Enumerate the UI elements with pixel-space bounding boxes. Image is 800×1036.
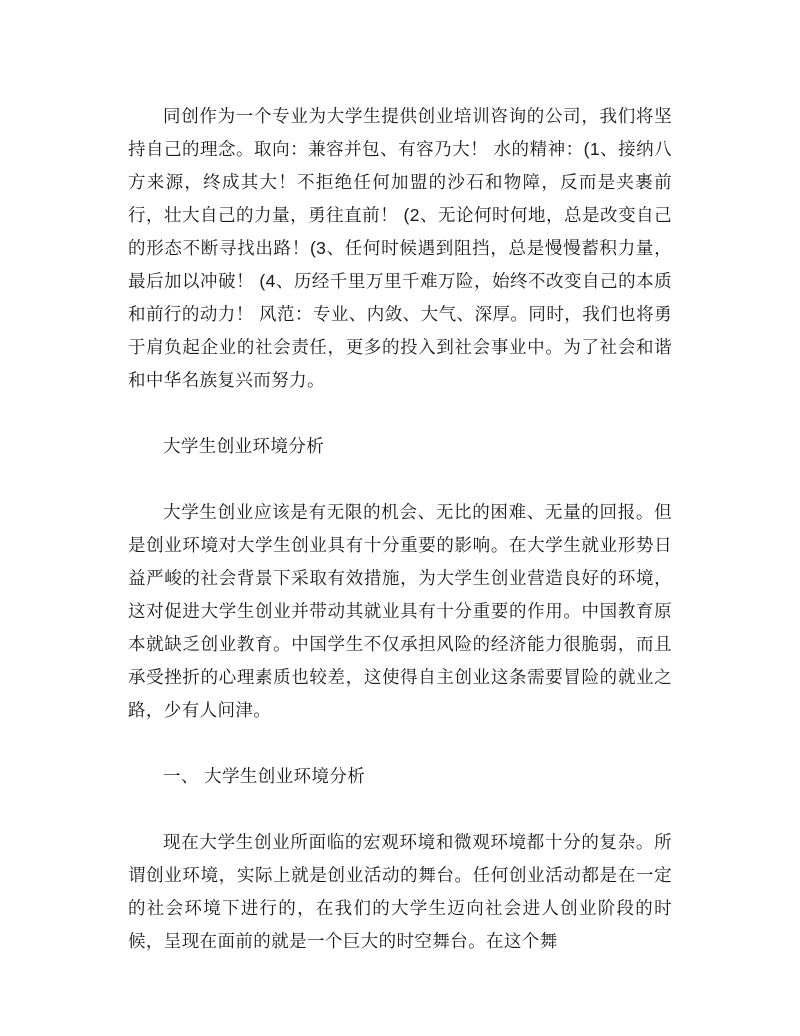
heading-environment-analysis: 大学生创业环境分析 (163, 436, 325, 456)
paragraph-macro-micro: 现在大学生创业所面临的宏观环境和微观环境都十分的复杂。所谓创业环境，实际上就是创业活动的舞台。任何创业活动都是在一定的社会环境下进行的，在我们的大学生迈向社会进人创业阶段的时候，呈现在面前的就是一个巨大的时空舞台。在这个舞 (128, 832, 672, 951)
paragraph-environment-intro: 大学生创业应该是有无限的机会、无比的困难、无量的回报。但是创业环境对大学生创业具有十分重要的影响。在大学生就业形势日益严峻的社会背景下采取有效措施，为大学生创业营造良好的环境，这对促进大学生创业并带动其就业具有十分重要的作用。中国教育原本就缺乏创业教育。中国学生不仅承担风险的经济能力很脆弱，而且承受挫折的心理素质也较差，这使得自主创业这条需要冒险的就业之路，少有人问津。 (128, 502, 672, 720)
document-body (128, 100, 672, 958)
heading-section-one: 一、 大学生创业环境分析 (163, 766, 366, 786)
paragraph-company-philosophy: 同创作为一个专业为大学生提供创业培训咨询的公司，我们将坚持自己的理念。取向：兼容并包、有容乃大！ 水的精神：(1、接纳八方来源，终成其大！不拒绝任何加盟的沙石和物障，反而是夹裹前行，壮大自己的力量，勇往直前！ (2、无论何时何地，总是改变自己的形态不断寻找出路！(3、任何时候遇到阻挡，总是慢慢蓄积力量，最后加以冲破！ (4、历经千里万里千难万险，始终不改变自己的本质和前行的动力！ 风范：专业、内敛、大气、深厚。同时，我们也将勇于肩负起企业的社会责任，更多的投入到社会事业中。为了社会和谐和中华名族复兴而努力。 (128, 106, 672, 390)
